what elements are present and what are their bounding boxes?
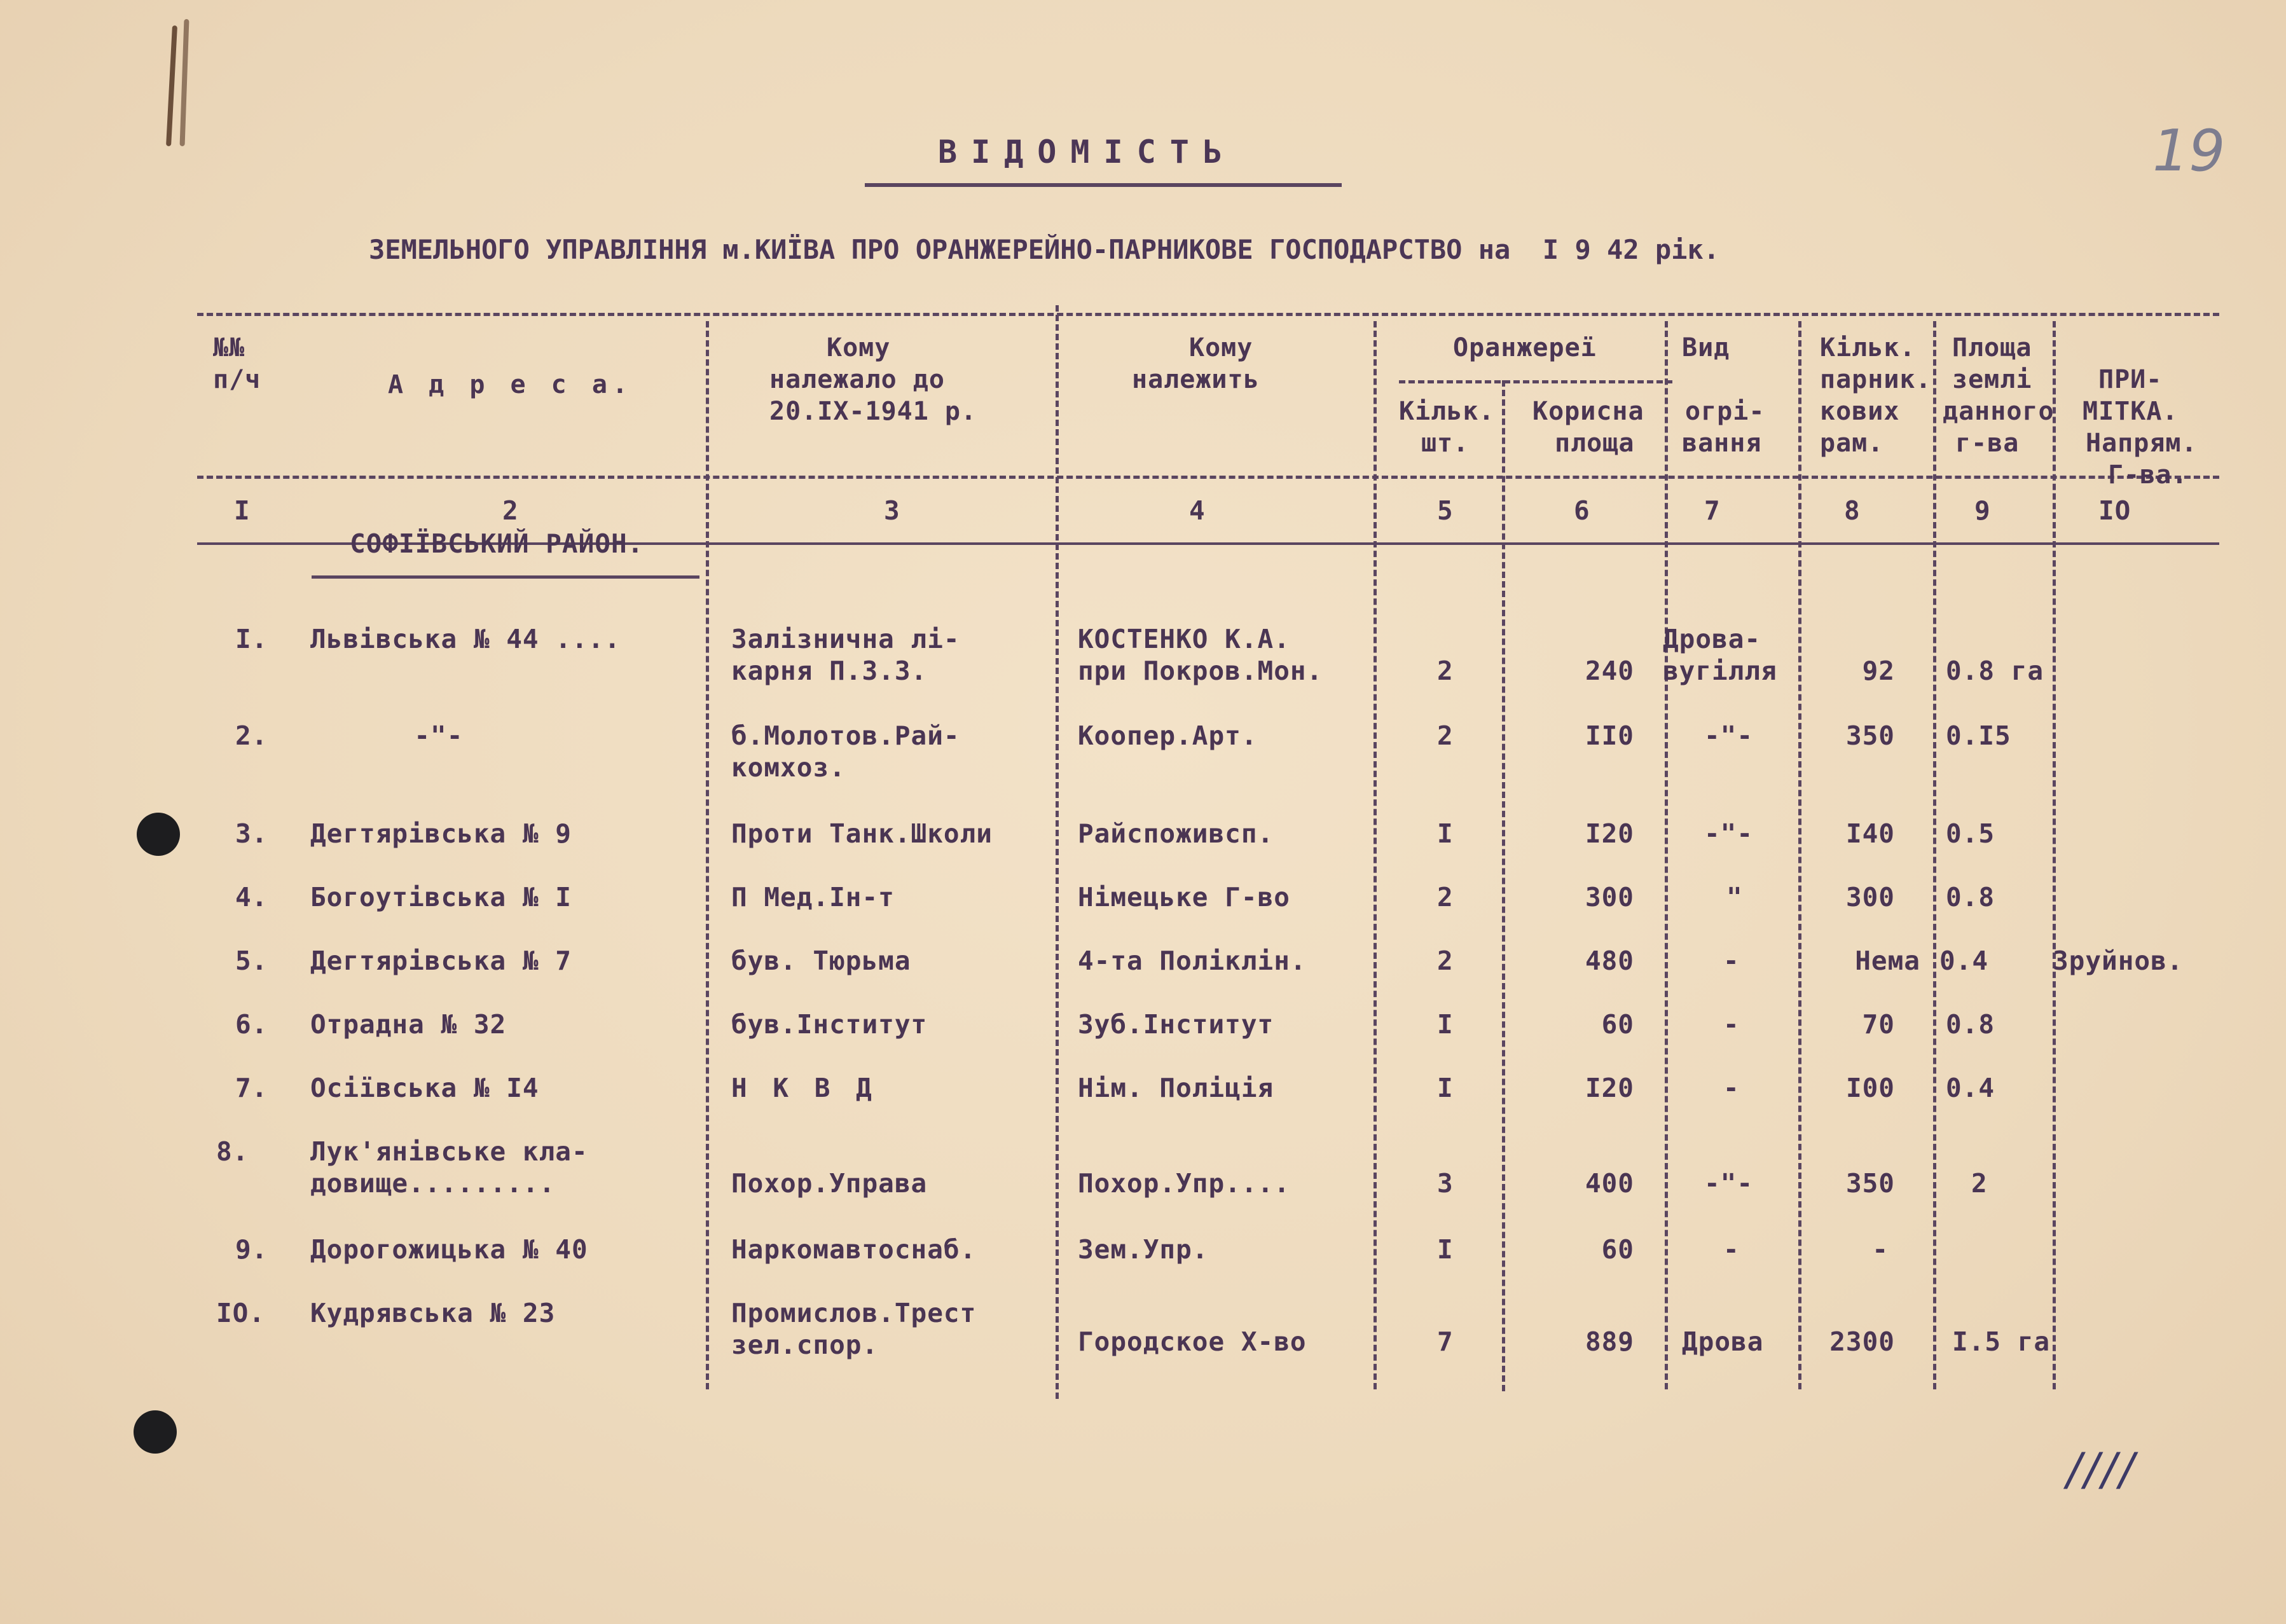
row-area: 60 bbox=[1601, 1009, 1634, 1040]
header-col8-line4: рам. bbox=[1820, 429, 1884, 458]
row-heating: -"- bbox=[1704, 720, 1754, 751]
page-number: 19 bbox=[2152, 118, 2226, 184]
row-previous-owner: Проти Танк.Школи bbox=[731, 818, 993, 849]
row-address: Богоутівська № І bbox=[310, 882, 572, 912]
row-quantity: 3 bbox=[1437, 1168, 1454, 1199]
row-land: 0.4 bbox=[1939, 946, 1989, 976]
row-heating: вугілля bbox=[1663, 656, 1777, 686]
header-col6-line2: площа bbox=[1555, 429, 1635, 458]
row-land: 0.8 bbox=[1946, 882, 1995, 912]
row-heating: - bbox=[1723, 1234, 1740, 1265]
row-land: 0.8 га bbox=[1946, 656, 2044, 686]
row-heating: - bbox=[1723, 1009, 1740, 1040]
row-area: 400 bbox=[1585, 1168, 1634, 1199]
row-frames: - bbox=[1872, 1234, 1889, 1265]
row-number: 3. bbox=[235, 818, 268, 849]
row-heating: Дрова bbox=[1682, 1326, 1764, 1357]
row-previous-owner: б.Молотов.Рай- bbox=[731, 720, 960, 751]
row-quantity: 2 bbox=[1437, 656, 1454, 686]
row-frames: 2300 bbox=[1829, 1326, 1895, 1357]
header-col3-line1: Кому bbox=[827, 333, 891, 362]
row-area: 889 bbox=[1585, 1326, 1634, 1357]
header-divider bbox=[197, 476, 2219, 479]
row-number: 8. bbox=[216, 1136, 249, 1167]
row-frames: 92 bbox=[1862, 656, 1895, 686]
punch-hole bbox=[137, 813, 180, 856]
row-owner: 4-та Поліклін. bbox=[1078, 946, 1307, 976]
column-divider bbox=[1665, 321, 1668, 1389]
column-number: 5 bbox=[1437, 495, 1454, 526]
row-heating: -"- bbox=[1704, 818, 1754, 849]
row-quantity: 2 bbox=[1437, 946, 1454, 976]
row-frames: І40 bbox=[1845, 818, 1895, 849]
header-col8-line1: Кільк. bbox=[1820, 333, 1916, 362]
header-col9-line1: Площа bbox=[1952, 333, 2032, 362]
row-number: І. bbox=[235, 624, 268, 654]
row-quantity: 2 bbox=[1437, 882, 1454, 912]
header-address: А д р е с а. bbox=[388, 370, 633, 399]
row-number: 4. bbox=[235, 882, 268, 912]
row-address: Отрадна № 32 bbox=[310, 1009, 507, 1040]
column-divider bbox=[1502, 380, 1505, 1391]
row-area: І20 bbox=[1585, 1073, 1634, 1103]
row-previous-owner: комхоз. bbox=[731, 752, 846, 783]
column-number: 2 bbox=[502, 495, 519, 526]
row-land: 0.І5 bbox=[1946, 720, 2011, 751]
row-address: Дегтярівська № 7 bbox=[310, 946, 572, 976]
row-address: Осіївська № І4 bbox=[310, 1073, 539, 1103]
row-land: І.5 га bbox=[1952, 1326, 2051, 1357]
row-address: Кудрявська № 23 bbox=[310, 1298, 556, 1328]
header-col10-line3: Напрям. bbox=[2086, 429, 2198, 458]
row-area: 300 bbox=[1585, 882, 1634, 912]
row-area: І20 bbox=[1585, 818, 1634, 849]
column-number: 3 bbox=[884, 495, 900, 526]
row-address: Лук'янівське кла- bbox=[310, 1136, 588, 1167]
row-heating: - bbox=[1723, 946, 1740, 976]
column-number: 4 bbox=[1189, 495, 1206, 526]
row-area: 60 bbox=[1601, 1234, 1634, 1265]
column-divider bbox=[706, 321, 709, 1389]
row-area: 240 bbox=[1585, 656, 1634, 686]
row-address: Львівська № 44 .... bbox=[310, 624, 621, 654]
row-owner: Нім. Поліція bbox=[1078, 1073, 1274, 1103]
row-address: довище......... bbox=[310, 1168, 556, 1199]
column-number: 9 bbox=[1974, 495, 1991, 526]
row-previous-owner: Наркомавтоснаб. bbox=[731, 1234, 977, 1265]
header-col1-line1: №№ bbox=[213, 333, 245, 362]
row-number: 7. bbox=[235, 1073, 268, 1103]
row-note: Зруйнов. bbox=[2053, 946, 2184, 976]
column-number: І bbox=[234, 495, 251, 526]
row-heating: Дрова- bbox=[1663, 624, 1761, 654]
column-divider bbox=[1933, 321, 1936, 1389]
header-col5-line2: шт. bbox=[1421, 429, 1470, 458]
column-number: 7 bbox=[1704, 495, 1721, 526]
header-col8-line3: кових bbox=[1820, 397, 1900, 426]
document-subtitle: ЗЕМЕЛЬНОГО УПРАВЛІННЯ м.КИЇВА ПРО ОРАНЖЕРЕЙНО-ПАРНИКОВЕ ГОСПОДАРСТВО на І 9 42 рік. bbox=[369, 234, 1720, 265]
row-previous-owner: Похор.Управа bbox=[731, 1168, 928, 1199]
row-quantity: 2 bbox=[1437, 720, 1454, 751]
column-divider bbox=[2053, 321, 2056, 1389]
header-col4-line1: Кому bbox=[1189, 333, 1253, 362]
row-frames: Нема bbox=[1855, 946, 1920, 976]
header-col10-line2: МІТКА. bbox=[2083, 397, 2179, 426]
row-previous-owner: П Мед.Ін-т bbox=[731, 882, 895, 912]
row-address: Дегтярівська № 9 bbox=[310, 818, 572, 849]
row-quantity: 7 bbox=[1437, 1326, 1454, 1357]
header-col4-line2: належить bbox=[1132, 365, 1260, 394]
row-address: Дорогожицька № 40 bbox=[310, 1234, 588, 1265]
row-previous-owner: зел.спор. bbox=[731, 1330, 879, 1360]
row-land: 0.4 bbox=[1946, 1073, 1995, 1103]
margin-mark bbox=[180, 19, 189, 146]
header-col10-line4: Г-ва. bbox=[2108, 460, 2188, 490]
row-previous-owner: був. Тюрьма bbox=[731, 946, 911, 976]
column-number: 8 bbox=[1844, 495, 1861, 526]
row-area: 480 bbox=[1585, 946, 1634, 976]
row-previous-owner: Залізнична лі- bbox=[731, 624, 960, 654]
column-divider bbox=[1374, 321, 1377, 1389]
header-col3-line3: 20.ІХ-1941 р. bbox=[769, 397, 977, 426]
row-owner: Німецьке Г-во bbox=[1078, 882, 1290, 912]
table-top-rule bbox=[197, 313, 2219, 316]
row-owner: при Покров.Мон. bbox=[1078, 656, 1323, 686]
handwritten-marks: //// bbox=[2067, 1443, 2137, 1496]
column-number: ІО bbox=[2098, 495, 2131, 526]
row-number: 2. bbox=[235, 720, 268, 751]
column-divider bbox=[1056, 305, 1059, 1399]
row-quantity: І bbox=[1437, 1234, 1454, 1265]
row-frames: І00 bbox=[1845, 1073, 1895, 1103]
row-frames: 350 bbox=[1845, 1168, 1895, 1199]
row-owner: Зуб.Інститут bbox=[1078, 1009, 1274, 1040]
row-frames: 300 bbox=[1845, 882, 1895, 912]
margin-mark bbox=[166, 25, 177, 146]
row-previous-owner: був.Інститут bbox=[731, 1009, 928, 1040]
row-owner: Коопер.Арт. bbox=[1078, 720, 1258, 751]
column-number: 6 bbox=[1574, 495, 1590, 526]
row-previous-owner: карня П.З.З. bbox=[731, 656, 928, 686]
header-col10-line1: ПРИ- bbox=[2098, 365, 2163, 394]
header-col9-line4: г-ва bbox=[1955, 429, 2020, 458]
document-title: ВІДОМІСТЬ bbox=[938, 134, 1236, 170]
district-underline bbox=[312, 575, 699, 579]
row-owner: Зем.Упр. bbox=[1078, 1234, 1209, 1265]
column-divider bbox=[1798, 321, 1801, 1389]
subheader-rule bbox=[1399, 380, 1672, 383]
row-heating: " bbox=[1726, 882, 1743, 912]
header-col1-line2: п/ч bbox=[213, 365, 261, 394]
row-owner: Райспоживсп. bbox=[1078, 818, 1274, 849]
row-heating: - bbox=[1723, 1073, 1740, 1103]
row-land: 0.8 bbox=[1946, 1009, 1995, 1040]
row-number: 9. bbox=[235, 1234, 268, 1265]
title-underline bbox=[865, 183, 1342, 187]
header-greenhouses: Оранжереї bbox=[1453, 333, 1597, 362]
row-number: 6. bbox=[235, 1009, 268, 1040]
row-address: -"- bbox=[382, 720, 464, 751]
header-col7-line3: вання bbox=[1682, 429, 1762, 458]
header-col9-line2: землі bbox=[1952, 365, 2032, 394]
header-col6-line1: Корисна bbox=[1532, 397, 1644, 426]
header-col7-line2: огрі- bbox=[1685, 397, 1765, 426]
row-frames: 350 bbox=[1845, 720, 1895, 751]
header-col8-line2: парник. bbox=[1820, 365, 1932, 394]
row-owner: Городское Х-во bbox=[1078, 1326, 1307, 1357]
row-number: 5. bbox=[235, 946, 268, 976]
district-heading: СОФІЇВСЬКИЙ РАЙОН. bbox=[350, 528, 644, 559]
header-col7-line1: Вид bbox=[1682, 333, 1730, 362]
row-owner: Похор.Упр.... bbox=[1078, 1168, 1290, 1199]
row-previous-owner: Промислов.Трест bbox=[731, 1298, 977, 1328]
row-owner: КОСТЕНКО К.А. bbox=[1078, 624, 1290, 654]
header-col5-line1: Кільк. bbox=[1399, 397, 1495, 426]
row-quantity: І bbox=[1437, 1073, 1454, 1103]
row-area: ІІ0 bbox=[1585, 720, 1634, 751]
punch-hole bbox=[134, 1410, 177, 1454]
row-land: 2 bbox=[1971, 1168, 1988, 1199]
row-number: ІО. bbox=[216, 1298, 266, 1328]
row-previous-owner: Н К В Д bbox=[731, 1073, 877, 1103]
row-heating: -"- bbox=[1704, 1168, 1754, 1199]
header-col9-line3: данного bbox=[1943, 397, 2055, 426]
row-frames: 70 bbox=[1862, 1009, 1895, 1040]
row-land: 0.5 bbox=[1946, 818, 1995, 849]
row-quantity: І bbox=[1437, 1009, 1454, 1040]
header-col3-line2: належало до bbox=[769, 365, 945, 394]
row-quantity: І bbox=[1437, 818, 1454, 849]
